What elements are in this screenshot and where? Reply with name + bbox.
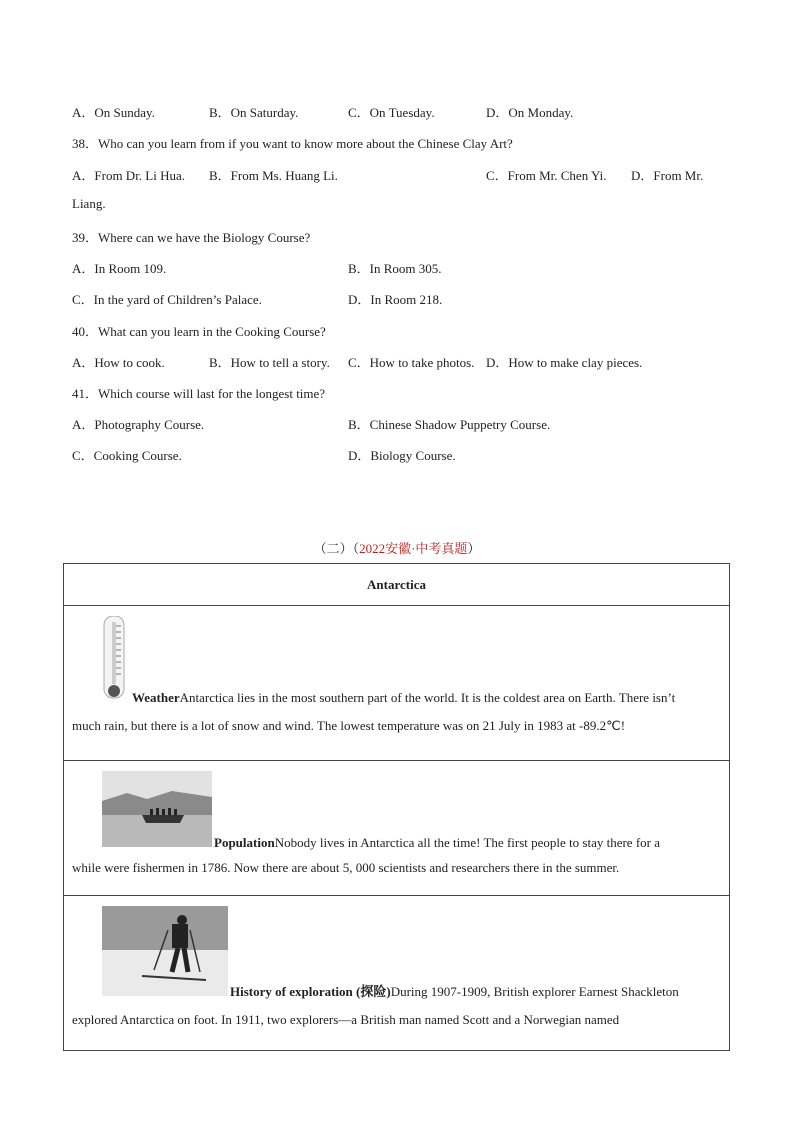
q41-option-b: B．Chinese Shadow Puppetry Course. [348, 417, 551, 432]
table-header-row [64, 564, 730, 606]
q41-question: 41．Which course will last for the longest time? [72, 386, 326, 401]
q41-option-d: D．Biology Course. [348, 448, 456, 463]
population-text-rest: while were fishermen in 1786. Now there are about 5, 000 scientists and researchers there in the summer. [72, 860, 620, 875]
section-prefix: （二）（ [313, 541, 360, 556]
q39-option-a: A．In Room 109. [72, 261, 167, 276]
explorer-photo [102, 906, 228, 1006]
history-text-rest: explored Antarctica on foot. In 1911, two explorers—a British man named Scott and a Norwegian named [72, 1012, 620, 1027]
population-heading: Population [214, 835, 275, 850]
q38-option-b: B．From Ms. Huang Li. [209, 168, 338, 183]
history-heading: History of exploration (探险) [230, 984, 391, 999]
q39-question: 39．Where can we have the Biology Course? [72, 230, 311, 245]
history-first-line [72, 906, 721, 1006]
boat-photo [102, 771, 212, 857]
population-cell [64, 761, 730, 896]
q40-option-c: C．How to take photos. [348, 355, 475, 370]
table-title: Antarctica [64, 564, 730, 606]
history-cell [64, 896, 730, 1051]
weather-cell [64, 606, 730, 761]
q40-option-b: B．How to tell a story. [209, 355, 330, 370]
q37-option-b: B．On Saturday. [209, 105, 299, 120]
history-text-first: During 1907-1909, British explorer Earnest Shackleton [390, 984, 679, 999]
section-title [0, 538, 794, 557]
table-row-weather [64, 606, 730, 761]
q39-option-c: C．In the yard of Children’s Palace. [72, 292, 262, 307]
population-text-first: Nobody lives in Antarctica all the time! The first people to stay there for a [274, 835, 660, 850]
q41-option-a: A．Photography Course. [72, 417, 205, 432]
weather-text-rest: much rain, but there is a lot of snow and wind. The lowest temperature was on 21 July in 1983 at -89.2℃! [72, 718, 626, 733]
population-first-line [72, 771, 721, 857]
q39-option-d: D．In Room 218. [348, 292, 443, 307]
q40-option-a: A．How to cook. [72, 355, 165, 370]
weather-heading: Weather [132, 690, 180, 705]
table-row-population [64, 761, 730, 896]
q37-option-d: D．On Monday. [486, 105, 574, 120]
section-source: 2022安徽·中考真题 [359, 541, 468, 556]
weather-first-line [72, 616, 721, 712]
thermometer-icon [102, 616, 130, 712]
q38-option-a: A．From Dr. Li Hua. [72, 168, 186, 183]
weather-text-first: Antarctica lies in the most southern part of the world. It is the coldest area on Earth. There isn’t [179, 690, 676, 705]
q37-option-a: A．On Sunday. [72, 105, 155, 120]
antarctica-table [63, 563, 730, 1051]
q41-option-c: C．Cooking Course. [72, 448, 182, 463]
q38-option-c: C．From Mr. Chen Yi. [486, 168, 607, 183]
q40-question: 40．What can you learn in the Cooking Course? [72, 324, 326, 339]
section-suffix: ） [467, 541, 481, 556]
table-row-history [64, 896, 730, 1051]
q37-option-c: C．On Tuesday. [348, 105, 435, 120]
q38-question: 38．Who can you learn from if you want to know more about the Chinese Clay Art? [72, 136, 513, 151]
q39-option-b: B．In Room 305. [348, 261, 442, 276]
q38-option-d-continuation: Liang. [72, 196, 106, 211]
q38-option-d: D．From Mr. [631, 168, 704, 183]
q40-option-d: D．How to make clay pieces. [486, 355, 643, 370]
